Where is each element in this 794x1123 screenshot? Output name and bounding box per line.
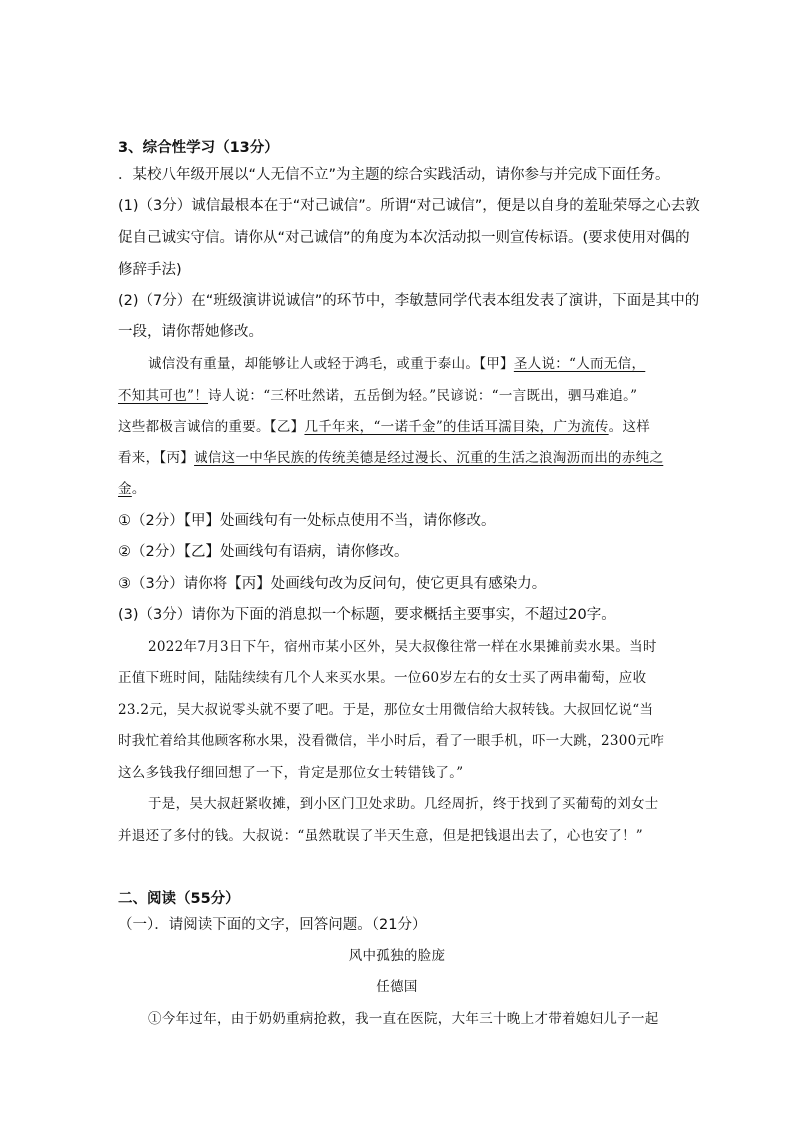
speech-line [118, 386, 637, 406]
news-line: 2022年7月3日下午，宿州市某小区外，吴大叔像往常一样在水果摊前卖水果。当时 [148, 639, 657, 655]
task3-line: (3)（3分）请你为下面的消息拟一个标题，要求概括主要事实，不超过20字。 [118, 607, 616, 623]
task1-line: (1)（3分）诚信最根本在于“对己诚信”。所谓“对己诚信”，便是以自身的羞耻荣辱之心去敦 [118, 198, 700, 214]
underlined-sentence-jia: 圣人说：“人而无信， [513, 356, 646, 372]
task1-line: 修辞手法) [118, 262, 182, 278]
reading-heading: 二、阅读（55分） [118, 891, 240, 907]
article-author: 任德国 [376, 979, 418, 995]
speech-text: 。这样 [608, 419, 651, 435]
speech-text: 。 [131, 481, 146, 497]
sub-question-2: ②（2分）【乙】处画线句有语病，请你修改。 [118, 544, 409, 560]
speech-line [118, 417, 650, 437]
underlined-sentence-jia: 不知其可也”！ [118, 388, 209, 404]
speech-line [148, 354, 645, 374]
speech-text: 诚信没有重量，却能够让人或轻于鸿毛，或重于泰山。【甲】 [148, 356, 514, 372]
underlined-sentence-bing: 诚信这一中华民族的传统美德是经过漫长、沉重的生活之浪淘沥而出的赤纯之 [194, 450, 664, 466]
sub-question-3: ③（3分）请你将【丙】处画线句改为反问句，使它更具有感染力。 [118, 576, 547, 592]
speech-line [118, 448, 663, 468]
task2-line: (2)（7分）在“班级演讲说诚信”的环节中，李敏慧同学代表本组发表了演讲，下面是其中的 [118, 293, 700, 309]
news-line: 并退还了多付的钱。大叔说：“虽然耽误了半天生意，但是把钱退出去了，心也安了！” [118, 828, 644, 844]
question-intro: ．某校八年级开展以“人无信不立”为主题的综合实践活动，请你参与并完成下面任务。 [118, 167, 670, 183]
speech-text: 这些都极言诚信的重要。【乙】 [118, 419, 305, 435]
news-line: 这么多钱我仔细回想了一下，肯定是那位女士转错钱了。” [118, 765, 464, 781]
sub-question-1: ①（2分）【甲】处画线句有一处标点使用不当，请你修改。 [118, 513, 496, 529]
task2-line: 一段，请你帮她修改。 [118, 324, 263, 340]
speech-text: 看来，【丙】 [118, 450, 195, 466]
task1-line: 促自己诚实守信。请你从“对己诚信”的角度为本次活动拟一则宣传标语。(要求使用对偶的 [118, 230, 690, 246]
speech-text: 诗人说：“三杯吐然诺，五岳倒为轻。”民谚说：“一言既出，驷马难追。” [208, 388, 638, 404]
article-paragraph: ①今年过年，由于奶奶重病抢救，我一直在医院，大年三十晚上才带着媳妇儿子一起 [148, 1011, 659, 1027]
reading-sub-heading: （一）．请阅读下面的文字，回答问题。（21分） [118, 917, 427, 933]
news-line: 23.2元，吴大叔说零头就不要了吧。于是，那位女士用微信给大叔转钱。大叔回忆说“当 [118, 702, 654, 718]
article-title: 风中孤独的脸庞 [348, 948, 446, 964]
news-line: 正值下班时间，陆陆续续有几个人来买水果。一位60岁左右的女士买了两串葡萄，应收 [118, 670, 647, 686]
underlined-sentence-yi: 几千年来，“一诺千金”的佳话耳濡目染，广为流传 [304, 419, 609, 435]
speech-line [118, 479, 146, 499]
underlined-sentence-bing: 金 [118, 481, 132, 497]
news-line: 于是，吴大叔赶紧收摊，到小区门卫处求助。几经周折，终于找到了买葡萄的刘女士 [148, 796, 659, 812]
news-line: 时我忙着给其他顾客称水果，没看微信，半小时后，看了一眼手机，吓一大跳，2300元咋 [118, 733, 665, 749]
section-heading: 3、综合性学习（13分） [118, 140, 279, 156]
